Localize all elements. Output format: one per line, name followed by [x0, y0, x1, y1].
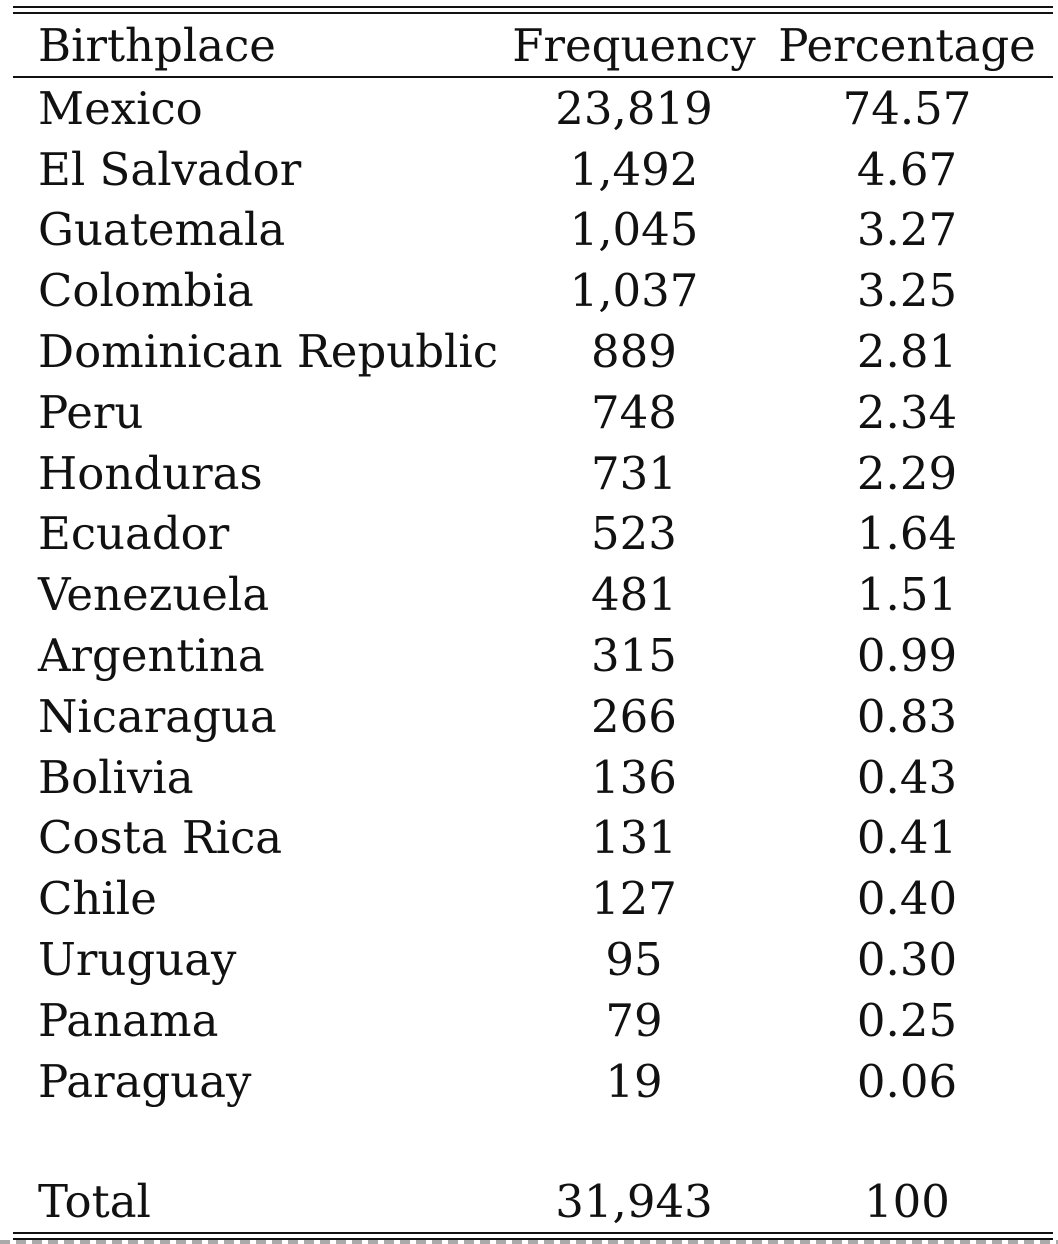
row-percentage: 2.34: [856, 385, 958, 439]
row-frequency: 136: [591, 750, 677, 804]
row-percentage: 0.43: [856, 750, 958, 804]
table-row: [13, 139, 1053, 200]
table-row: [13, 747, 1053, 808]
row-birthplace: Dominican Republic: [38, 325, 499, 379]
row-birthplace: El Salvador: [38, 142, 302, 196]
table-top-rule: [13, 6, 1053, 8]
table-row: [13, 1051, 1053, 1112]
header-percentage: Percentage: [778, 18, 1036, 72]
row-frequency: 731: [591, 446, 677, 500]
table-spacer-row: [13, 1112, 1053, 1172]
row-frequency: 266: [591, 689, 677, 743]
table-row: [13, 686, 1053, 747]
table-row: [13, 564, 1053, 625]
row-percentage: 4.67: [856, 142, 958, 196]
row-birthplace: Peru: [38, 385, 144, 439]
row-percentage: 2.81: [856, 325, 958, 379]
table-row: [13, 990, 1053, 1051]
table-row: [13, 504, 1053, 565]
birthplace-table: [13, 6, 1053, 1240]
table-row: [13, 808, 1053, 869]
row-frequency: 127: [591, 872, 677, 926]
row-frequency: 1,045: [569, 203, 699, 257]
row-frequency: 1,492: [569, 142, 699, 196]
row-percentage: 2.29: [856, 446, 958, 500]
total-frequency: 31,943: [555, 1175, 713, 1229]
row-frequency: 19: [605, 1054, 663, 1108]
row-percentage: 1.51: [856, 568, 958, 622]
row-frequency: 95: [605, 933, 663, 987]
row-birthplace: Ecuador: [38, 507, 230, 561]
row-frequency: 523: [591, 507, 677, 561]
row-frequency: 23,819: [555, 81, 713, 135]
header-birthplace: Birthplace: [38, 18, 276, 72]
table-row: [13, 868, 1053, 929]
row-frequency: 1,037: [569, 264, 699, 318]
row-percentage: 1.64: [856, 507, 958, 561]
row-birthplace: Chile: [38, 872, 157, 926]
row-birthplace: Bolivia: [38, 750, 194, 804]
row-birthplace: Nicaragua: [38, 689, 277, 743]
total-percentage: 100: [864, 1175, 950, 1229]
row-birthplace: Costa Rica: [38, 811, 283, 865]
row-birthplace: Argentina: [38, 629, 265, 683]
row-percentage: 0.25: [856, 993, 958, 1047]
row-percentage: 0.40: [856, 872, 958, 926]
table-row: [13, 200, 1053, 261]
row-percentage: 3.25: [856, 264, 958, 318]
total-label: Total: [38, 1175, 151, 1229]
row-frequency: 79: [605, 993, 663, 1047]
row-frequency: 315: [591, 629, 677, 683]
cropped-footnote-text: [0, 1240, 1058, 1244]
row-birthplace: Mexico: [38, 81, 203, 135]
table-row: [13, 929, 1053, 990]
row-birthplace: Honduras: [38, 446, 263, 500]
table-total-row: [13, 1172, 1053, 1232]
table-row: [13, 625, 1053, 686]
row-percentage: 74.57: [842, 81, 972, 135]
row-percentage: 0.83: [856, 689, 958, 743]
row-birthplace: Colombia: [38, 264, 254, 318]
row-birthplace: Panama: [38, 993, 219, 1047]
row-frequency: 481: [591, 568, 677, 622]
table-bottom-rule: [13, 1232, 1053, 1234]
row-birthplace: Uruguay: [38, 933, 237, 987]
row-frequency: 131: [591, 811, 677, 865]
table-header-row: [13, 14, 1053, 76]
row-percentage: 0.30: [856, 933, 958, 987]
row-birthplace: Venezuela: [38, 568, 270, 622]
row-frequency: 889: [591, 325, 677, 379]
table-row: [13, 78, 1053, 139]
table-row: [13, 443, 1053, 504]
table-row: [13, 260, 1053, 321]
row-birthplace: Paraguay: [38, 1054, 252, 1108]
row-birthplace: Guatemala: [38, 203, 286, 257]
row-percentage: 3.27: [856, 203, 958, 257]
row-frequency: 748: [591, 385, 677, 439]
row-percentage: 0.41: [856, 811, 958, 865]
row-percentage: 0.06: [856, 1054, 958, 1108]
table-row: [13, 382, 1053, 443]
table-body: [13, 78, 1053, 1112]
header-frequency: Frequency: [512, 18, 756, 72]
row-percentage: 0.99: [856, 629, 958, 683]
table-row: [13, 321, 1053, 382]
